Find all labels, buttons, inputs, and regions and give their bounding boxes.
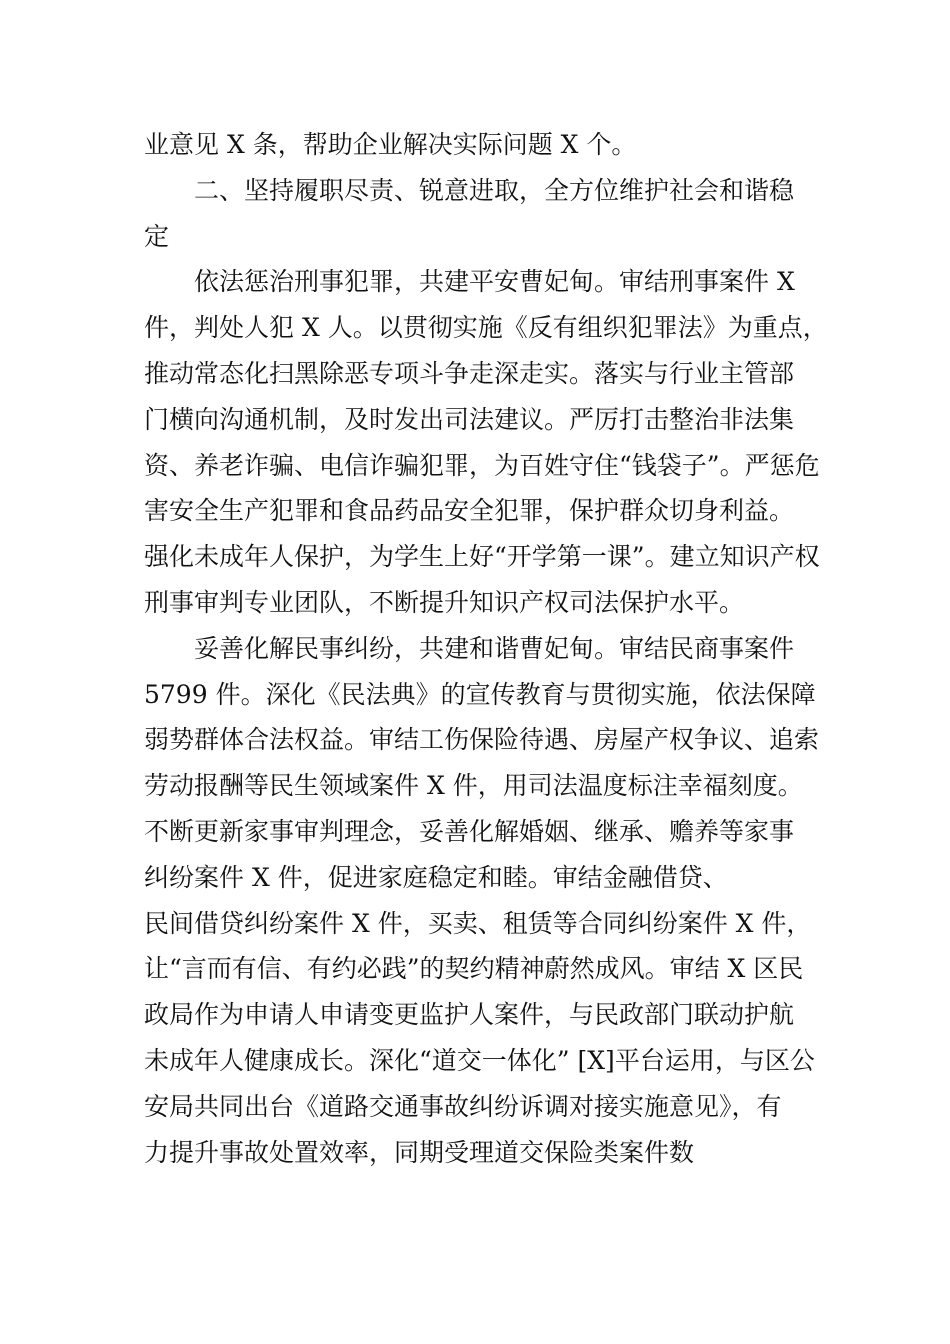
body-line: 资、养老诈骗、电信诈骗犯罪，为百姓守住“钱袋子”。严惩危 bbox=[144, 450, 820, 480]
body-line: 弱势群体合法权益。审结工伤保险待遇、房屋产权争议、追索 bbox=[144, 725, 820, 755]
body-line: 5799 件。深化《民法典》的宣传教育与贯彻实施，依法保障 bbox=[144, 679, 816, 709]
body-line: 门横向沟通机制，及时发出司法建议。严厉打击整治非法集 bbox=[144, 404, 795, 434]
body-line: 劳动报酬等民生领域案件 X 件，用司法温度标注幸福刻度。 bbox=[144, 771, 803, 801]
body-line: 政局作为申请人申请变更监护人案件，与民政部门联动护航 bbox=[144, 1000, 795, 1030]
body-line: 业意见 X 条，帮助企业解决实际问题 X 个。 bbox=[144, 130, 637, 159]
body-line: 不断更新家事审判理念，妥善化解婚姻、继承、赡养等家事 bbox=[144, 816, 795, 846]
body-line: 刑事审判专业团队，不断提升知识产权司法保护水平。 bbox=[144, 587, 745, 617]
paragraph-start-line: 妥善化解民事纠纷，共建和谐曹妃甸。审结民商事案件 bbox=[194, 633, 795, 663]
section-heading-line: 定 bbox=[144, 221, 170, 251]
body-line: 强化未成年人保护，为学生上好“开学第一课”。建立知识产权 bbox=[144, 542, 820, 572]
body-line: 件，判处人犯 X 人。以贯彻实施《反有组织犯罪法》为重点， bbox=[144, 313, 828, 343]
body-line: 未成年人健康成长。深化“道交一体化” [X]平台运用，与区公 bbox=[144, 1045, 815, 1075]
body-line: 纠纷案件 X 件，促进家庭稳定和睦。审结金融借贷、 bbox=[144, 862, 728, 892]
body-line: 安局共同出台《道路交通事故纠纷诉调对接实施意见》，有 bbox=[144, 1091, 782, 1121]
body-line: 民间借贷纠纷案件 X 件，买卖、租赁等合同纠纷案件 X 件， bbox=[144, 908, 812, 938]
body-line: 害安全生产犯罪和食品药品安全犯罪，保护群众切身利益。 bbox=[144, 496, 795, 526]
document-body bbox=[144, 122, 834, 1175]
paragraph-start-line: 依法惩治刑事犯罪，共建平安曹妃甸。审结刑事案件 X bbox=[194, 267, 795, 297]
section-heading-line: 二、坚持履职尽责、锐意进取，全方位维护社会和谐稳 bbox=[194, 175, 795, 205]
body-line: 力提升事故处置效率，同期受理道交保险类案件数 bbox=[144, 1137, 695, 1167]
body-line: 推动常态化扫黑除恶专项斗争走深走实。落实与行业主管部 bbox=[144, 358, 795, 388]
body-line: 让“言而有信、有约必践”的契约精神蔚然成风。审结 X 区民 bbox=[144, 954, 804, 984]
